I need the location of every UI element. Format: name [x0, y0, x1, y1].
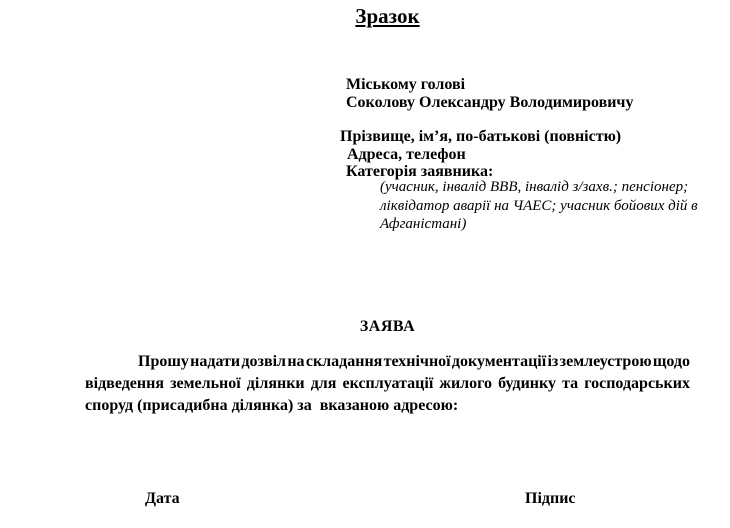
label-address-phone: Адреса, телефон — [347, 146, 466, 163]
document-title: Зразок — [355, 4, 420, 28]
application-body — [85, 351, 690, 417]
label-applicant-category: Категорія заявника: — [346, 163, 494, 180]
category-note-line: (учасник, інвалід ВВВ, інвалід з/захв.; пенсіонер; — [380, 179, 689, 195]
body-line: споруд (присадибна ділянка) за вказаною адресою: — [85, 397, 459, 414]
body-line: відведення земельної ділянки для експлуатації жилого будинку та господарських — [85, 375, 690, 392]
label-fullname: Прізвище, ім’я, по-батькові (повністю) — [340, 128, 622, 145]
body-line: Прошу надати дозвіл на складання технічної документації із землеустрою щодо — [138, 353, 690, 370]
category-note-line: ліквідатор аварії на ЧАЕС; учасник бойових дій в — [380, 197, 698, 214]
addressee-line-name: Соколову Олександру Володимировичу — [346, 94, 634, 111]
category-note — [380, 178, 698, 234]
category-note-line: Афганістані) — [380, 216, 467, 232]
date-label: Дата — [145, 490, 180, 507]
application-heading: ЗАЯВА — [359, 318, 416, 335]
addressee-line-recipient: Міському голові — [346, 76, 466, 93]
addressee-block — [346, 76, 633, 112]
signature-label: Підпис — [525, 490, 576, 507]
